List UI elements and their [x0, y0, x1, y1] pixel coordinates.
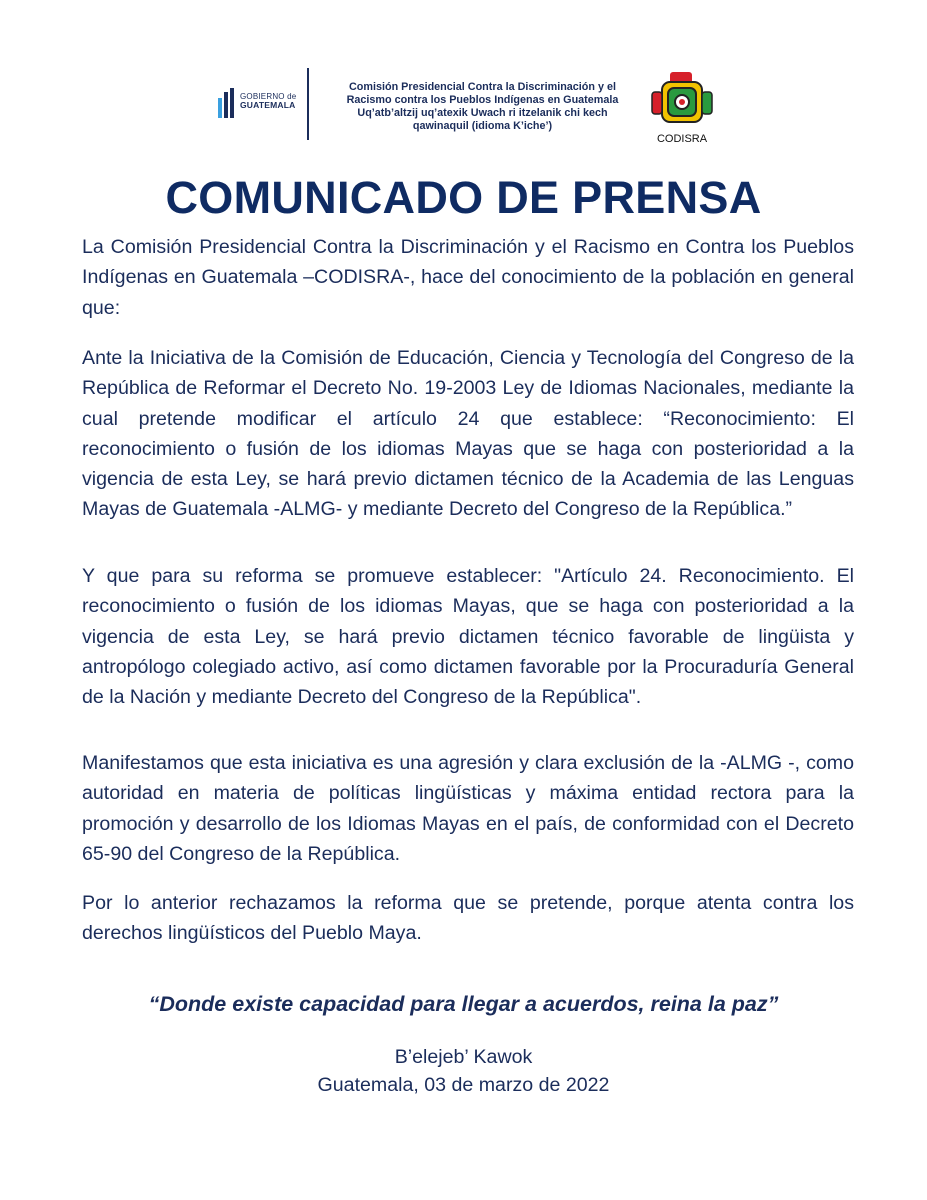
header	[0, 60, 927, 150]
gobierno-guatemala-logo	[218, 88, 300, 124]
place-date: Guatemala, 03 de marzo de 2022	[317, 1074, 610, 1096]
codisra-label: CODISRA	[656, 133, 708, 145]
paragraph-statement: Manifestamos que esta iniciativa es una agresión y clara exclusión de la -ALMG -, como autoridad en materia de políticas lingüísticas y máxima entidad rectora para la promoción y desarrollo de los Idiomas Mayas en el país, de conformidad con el Decreto 65-90 del Congreso de la República.	[82, 752, 854, 865]
paragraph-intro: La Comisión Presidencial Contra la Discriminación y el Racismo en Contra los Pueblos Indígenas en Guatemala –CODISRA-, hace del conocimiento de la población en general que:	[82, 236, 854, 319]
codisra-logo	[648, 72, 716, 148]
page-title: COMUNICADO DE PRENSA	[165, 172, 762, 223]
motto: “Donde existe capacidad para llegar a acuerdos, reina la paz”	[148, 992, 779, 1016]
gov-logo-line2: GUATEMALA	[240, 100, 296, 110]
commission-name: Comisión Presidencial Contra la Discriminación y el Racismo contra los Pueblos Indígenas en Guatemala Uq’atb’altzij uq’atexik Uwach ri itzelanik chi kech qawinaquil (idioma K’iche’)	[346, 81, 619, 132]
gov-logo-line1: GOBIERNO de	[240, 92, 297, 101]
header-divider	[307, 68, 309, 140]
paragraph-reform: Y que para su reforma se promueve establecer: "Artículo 24. Reconocimiento. El reconocimiento o fusión de los idiomas Mayas, que se haga con posterioridad a la vigencia de esta Ley, se hará previo dictamen técnico favorable de lingüista y antropólogo colegiado activo, así como dictamen favorable por la Procuraduría General de la Nación y mediante Decreto del Congreso de la República".	[82, 565, 854, 709]
paragraph-rejection: Por lo anterior rechazamos la reforma que se pretende, porque atenta contra los derechos lingüísticos del Pueblo Maya.	[82, 892, 854, 945]
paragraph-initiative: Ante la Iniciativa de la Comisión de Educación, Ciencia y Tecnología del Congreso de la República de Reformar el Decreto No. 19-2003 Ley de Idiomas Nacionales, mediante la cual pretende modificar el artículo 24 que establece: “Reconocimiento: El reconocimiento o fusión de los idiomas Mayas que se haga con posterioridad a la vigencia de esta Ley, se hará previo dictamen técnico de la Academia de las Lenguas Mayas de Guatemala -ALMG- y mediante Decreto del Congreso de la República.”	[82, 347, 854, 521]
codisra-emblem-icon	[648, 72, 716, 148]
gobierno-bars-icon	[218, 88, 236, 120]
mayan-date: B’elejeb’ Kawok	[394, 1046, 533, 1068]
